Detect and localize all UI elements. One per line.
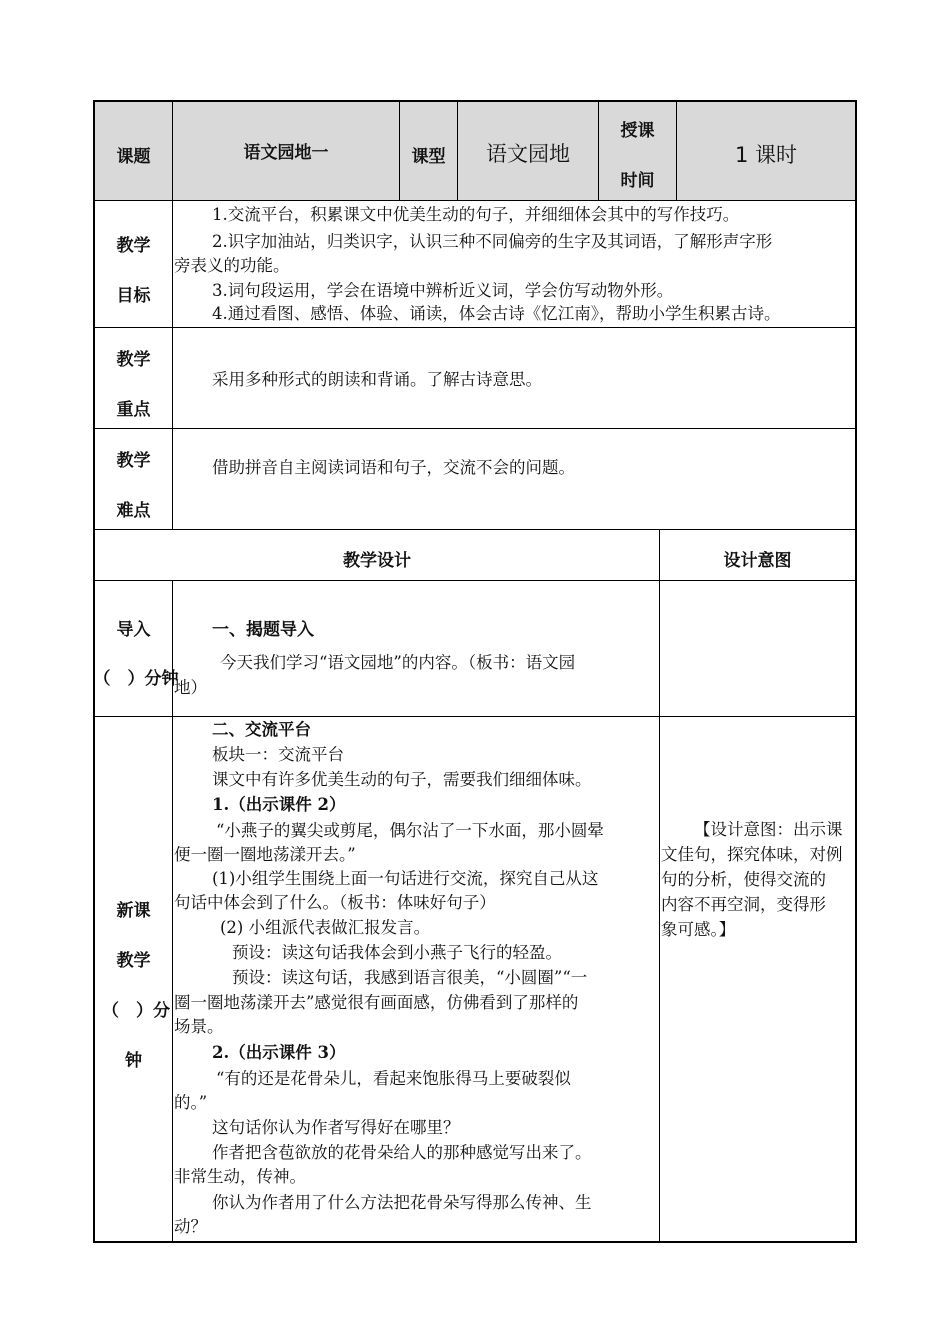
intent-line-4: 内容不再空洞，变得形 [661, 895, 826, 914]
objective-line-2: 2.识字加油站，归类识字，认识三种不同偏旁的生字及其词语，了解形声字形 [212, 232, 773, 251]
objective-line-4: 3.词句段运用，学会在语境中辨析近义词，学会仿写动物外形。 [212, 281, 674, 300]
lesson-line-4: 1.（出示课件 2） [212, 795, 346, 814]
lesson-line-21: 动？ [174, 1217, 207, 1236]
lesson-line-18: 作者把含苞欲放的花骨朵给人的那种感觉写出来了。 [212, 1143, 592, 1162]
intro-text-line-1: 今天我们学习“语文园地”的内容。（板书：语文园 [220, 653, 576, 672]
class-time-value: 1 课时 [734, 143, 798, 167]
new-lesson-label-2: 教学 [116, 951, 151, 971]
key-points-text: 采用多种形式的朗读和背诵。了解古诗意思。 [212, 370, 542, 389]
lesson-line-7: (1)小组学生围绕上面一句话进行交流，探究自己从这 [212, 869, 599, 888]
difficulties-text: 借助拼音自主阅读词语和句子，交流不会的问题。 [212, 458, 575, 477]
new-lesson-label-4: 钟 [125, 1051, 142, 1071]
design-intent-heading: 设计意图 [723, 551, 792, 571]
section-heading-exchange: 二、交流平台 [212, 720, 311, 739]
intent-line-2: 文佳句，探究体味，对例 [661, 845, 843, 864]
lesson-line-10: 预设：读这句话我体会到小燕子飞行的轻盈。 [232, 943, 562, 962]
lesson-line-14: 2.（出示课件 3） [212, 1043, 346, 1062]
objective-line-1: 1.交流平台，积累课文中优美生动的句子，并细细体会其中的写作技巧。 [212, 205, 740, 224]
intro-label: 导入 [116, 620, 151, 640]
lesson-line-8: 句话中体会到了什么。（板书：体味好句子） [174, 893, 496, 912]
lesson-line-19: 非常生动，传神。 [174, 1167, 306, 1186]
objectives-label-top: 教学 [116, 236, 151, 256]
key-points-label-top: 教学 [116, 350, 151, 370]
lesson-line-3: 课文中有许多优美生动的句子，需要我们细细体味。 [212, 770, 592, 789]
intent-line-1: 【设计意图：出示课 [694, 820, 843, 839]
lesson-line-13: 场景。 [174, 1017, 224, 1036]
lesson-line-2: 板块一：交流平台 [212, 745, 344, 764]
course-title: 语文园地一 [243, 143, 329, 163]
lesson-line-6: 便一圈一圈地荡漾开去。” [174, 845, 356, 864]
lesson-line-9: (2) 小组派代表做汇报发言。 [220, 918, 431, 937]
lesson-line-5: “小燕子的翼尖或剪尾，偶尔沾了一下水面，那小圆晕 [216, 821, 604, 840]
key-points-label-bottom: 重点 [116, 400, 151, 420]
objectives-label-bottom: 目标 [116, 286, 151, 306]
intro-minutes-label: （ ）分钟 [93, 669, 179, 689]
lesson-line-11: 预设：读这句话，我感到语言很美，“小圆圈”“一 [232, 968, 588, 987]
objective-line-3: 旁表义的功能。 [174, 256, 290, 275]
lesson-line-12: 圈一圈地荡漾开去”感觉很有画面感，仿佛看到了那样的 [174, 993, 579, 1012]
intent-line-5: 象可感。】 [661, 920, 736, 939]
intro-text-line-2: 地） [174, 678, 207, 697]
lesson-line-15: “有的还是花骨朵儿，看起来饱胀得马上要破裂似 [216, 1069, 571, 1088]
intent-line-3: 句的分析，使得交流的 [661, 870, 826, 889]
lesson-type-value: 语文园地 [486, 142, 570, 166]
course-label: 课题 [116, 147, 151, 167]
intro-heading: 一、揭题导入 [212, 620, 314, 640]
difficulties-label-top: 教学 [116, 451, 151, 471]
new-lesson-label-1: 新课 [116, 901, 151, 921]
lesson-type-label: 课型 [411, 147, 446, 167]
difficulties-label-bottom: 难点 [116, 501, 151, 521]
class-time-label-top: 授课 [620, 121, 655, 141]
lesson-line-20: 你认为作者用了什么方法把花骨朵写得那么传神、生 [212, 1193, 592, 1212]
lesson-line-16: 的。” [174, 1093, 208, 1112]
class-time-label-bottom: 时间 [620, 171, 655, 191]
new-lesson-label-3: （ ）分 [102, 1001, 170, 1021]
teaching-design-heading: 教学设计 [343, 551, 411, 571]
lesson-line-17: 这句话你认为作者写得好在哪里？ [212, 1118, 460, 1137]
objective-line-5: 4.通过看图、感悟、体验、诵读，体会古诗《忆江南》，帮助小学生积累古诗。 [212, 304, 781, 323]
